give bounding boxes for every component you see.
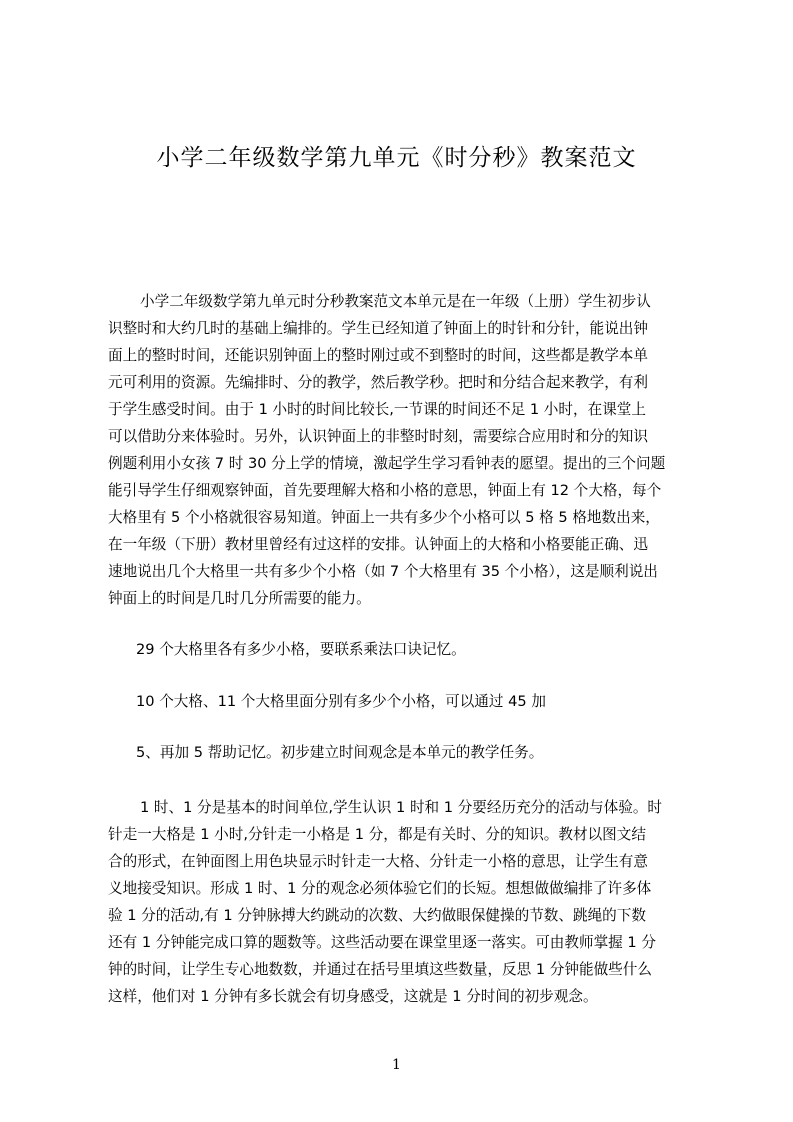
- paragraph-3-line-1: 10 个大格、11 个大格里面分别有多少个小格，可以通过 45 加: [136, 693, 546, 710]
- document-title: 小学二年级数学第九单元《时分秒》教案范文: [156, 145, 637, 171]
- paragraph-5-line-1: 1 时、1 分是基本的时间单位,学生认识 1 时和 1 分要经历充分的活动与体验。时: [140, 799, 663, 816]
- paragraph-1-line-3: 面上的整时时间，还能识别钟面上的整时刚过或不到整时的时间，这些都是教学本单: [108, 347, 648, 364]
- paragraph-1-line-9: 大格里有 5 个小格就很容易知道。钟面上一共有多少个小格可以 5 格 5 格地数出来，: [108, 509, 660, 526]
- paragraph-2-line-1: 29 个大格里各有多少小格，要联系乘法口诀记忆。: [136, 641, 466, 658]
- paragraph-1-line-1: 小学二年级数学第九单元时分秒教案范文本单元是在一年级（上册）学生初步认: [140, 293, 651, 310]
- paragraph-5-line-5: 验 1 分的活动,有 1 分钟脉搏大约跳动的次数、大约做眼保健操的节数、跳绳的下数: [108, 907, 646, 924]
- paragraph-1-line-6: 可以借助分来体验时。另外，认识钟面上的非整时时刻，需要综合应用时和分的知识: [108, 428, 648, 445]
- page-number: 1: [392, 1057, 401, 1073]
- paragraph-4-line-1: 5、再加 5 帮助记忆。初步建立时间观念是本单元的教学任务。: [136, 744, 544, 761]
- paragraph-5-line-2: 针走一大格是 1 小时,分针走一小格是 1 分，都是有关时、分的知识。教材以图文结: [108, 826, 646, 843]
- paragraph-1-line-8: 能引导学生仔细观察钟面，首先要理解大格和小格的意思，钟面上有 12 个大格，每个: [108, 482, 662, 499]
- paragraph-1-line-5: 于学生感受时间。由于 1 小时的时间比较长,一节课的时间还不足 1 小时，在课堂上: [108, 401, 646, 418]
- paragraph-5-line-7: 钟的时间，让学生专心地数数，并通过在括号里填这些数量，反思 1 分钟能做些什么: [108, 961, 652, 978]
- paragraph-1-line-11: 速地说出几个大格里一共有多少个小格（如 7 个大格里有 35 个小格），这是顺利说出: [108, 563, 658, 580]
- paragraph-1-line-7: 例题利用小女孩 7 时 30 分上学的情境，激起学生学习看钟表的愿望。提出的三个问题: [108, 455, 666, 472]
- paragraph-1-line-4: 元可利用的资源。先编排时、分的教学，然后教学秒。把时和分结合起来教学，有利: [108, 374, 648, 391]
- paragraph-5-line-8: 这样，他们对 1 分钟有多长就会有切身感受，这就是 1 分时间的初步观念。: [108, 988, 598, 1005]
- paragraph-1-line-2: 识整时和大约几时的基础上编排的。学生已经知道了钟面上的时针和分针，能说出钟: [108, 320, 648, 337]
- paragraph-1-line-12: 钟面上的时间是几时几分所需要的能力。: [108, 590, 371, 607]
- paragraph-5-line-3: 合的形式，在钟面图上用色块显示时针走一大格、分针走一小格的意思，让学生有意: [108, 853, 648, 870]
- paragraph-1-line-10: 在一年级（下册）教材里曾经有过这样的安排。认钟面上的大格和小格要能正确、迅: [108, 536, 648, 553]
- paragraph-5-line-6: 还有 1 分钟能完成口算的题数等。这些活动要在课堂里逐一落实。可由教师掌握 1 分: [108, 934, 656, 951]
- paragraph-5-line-4: 义地接受知识。形成 1 时、1 分的观念必须体验它们的长短。想想做做编排了许多体: [108, 880, 652, 897]
